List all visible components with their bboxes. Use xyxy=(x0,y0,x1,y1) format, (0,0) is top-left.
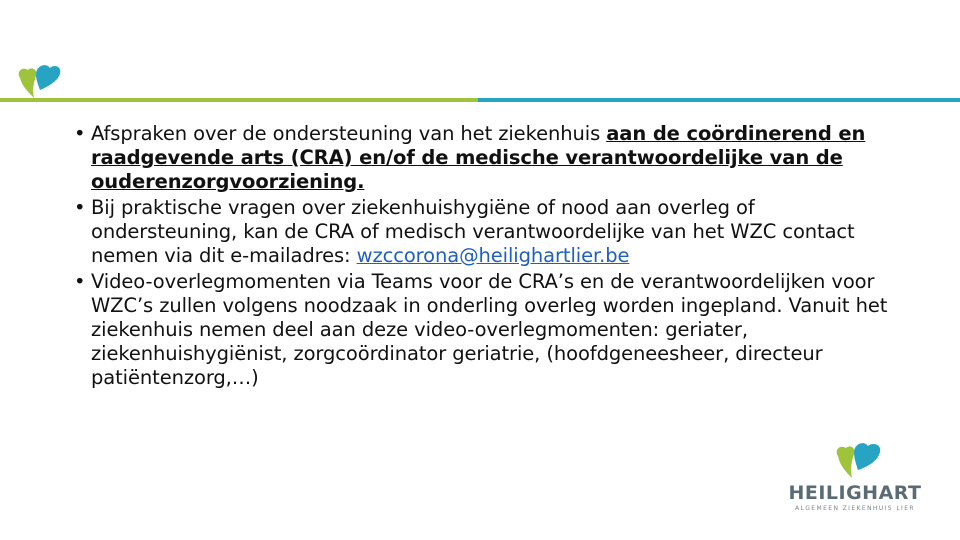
brand-logo xyxy=(780,438,930,516)
brand-subtitle: ALGEMEEN ZIEKENHUIS LIER xyxy=(795,505,915,512)
bullet-item xyxy=(74,196,904,268)
bullet-marker: • xyxy=(74,270,86,293)
hearts-logo-icon xyxy=(832,438,886,482)
bullet-marker: • xyxy=(74,122,86,145)
slide-body xyxy=(74,122,904,392)
header-rule-green xyxy=(0,98,478,102)
bullet-item xyxy=(74,270,904,390)
brand-name: HEILIGHART xyxy=(788,482,922,504)
bullet-text: Afspraken over de ondersteuning van het ziekenhuis xyxy=(91,122,607,145)
bullet-item xyxy=(74,122,904,194)
email-link[interactable]: wzccorona@heilighartlier.be xyxy=(356,244,630,267)
bullet-emphasis: aan de coördinerend en raadgevende arts (CRA) en/of de medische verantwoordelijke van de ouderenzorgvoorziening. xyxy=(91,122,866,193)
hearts-logo-icon xyxy=(12,60,64,102)
bullet-text: Bij praktische vragen over ziekenhuishygiëne of nood aan overleg of ondersteuning, kan de CRA of medisch verantwoordelijke van het WZC contact nemen via dit e-mailadres: xyxy=(91,196,855,267)
bullet-marker: • xyxy=(74,196,86,219)
header-rule-blue xyxy=(478,98,960,102)
bullet-text: Video-overlegmomenten via Teams voor de CRA’s en de verantwoordelijken voor WZC’s zullen volgens noodzaak in onderling overleg worden ingepland. Vanuit het ziekenhuis nemen deel aan deze video-overlegmomenten: geriater, ziekenhuishygiënist, zorgcoördinator geriatrie, (hoofdgeneesheer, directeur patiëntenzorg,…) xyxy=(91,270,888,389)
